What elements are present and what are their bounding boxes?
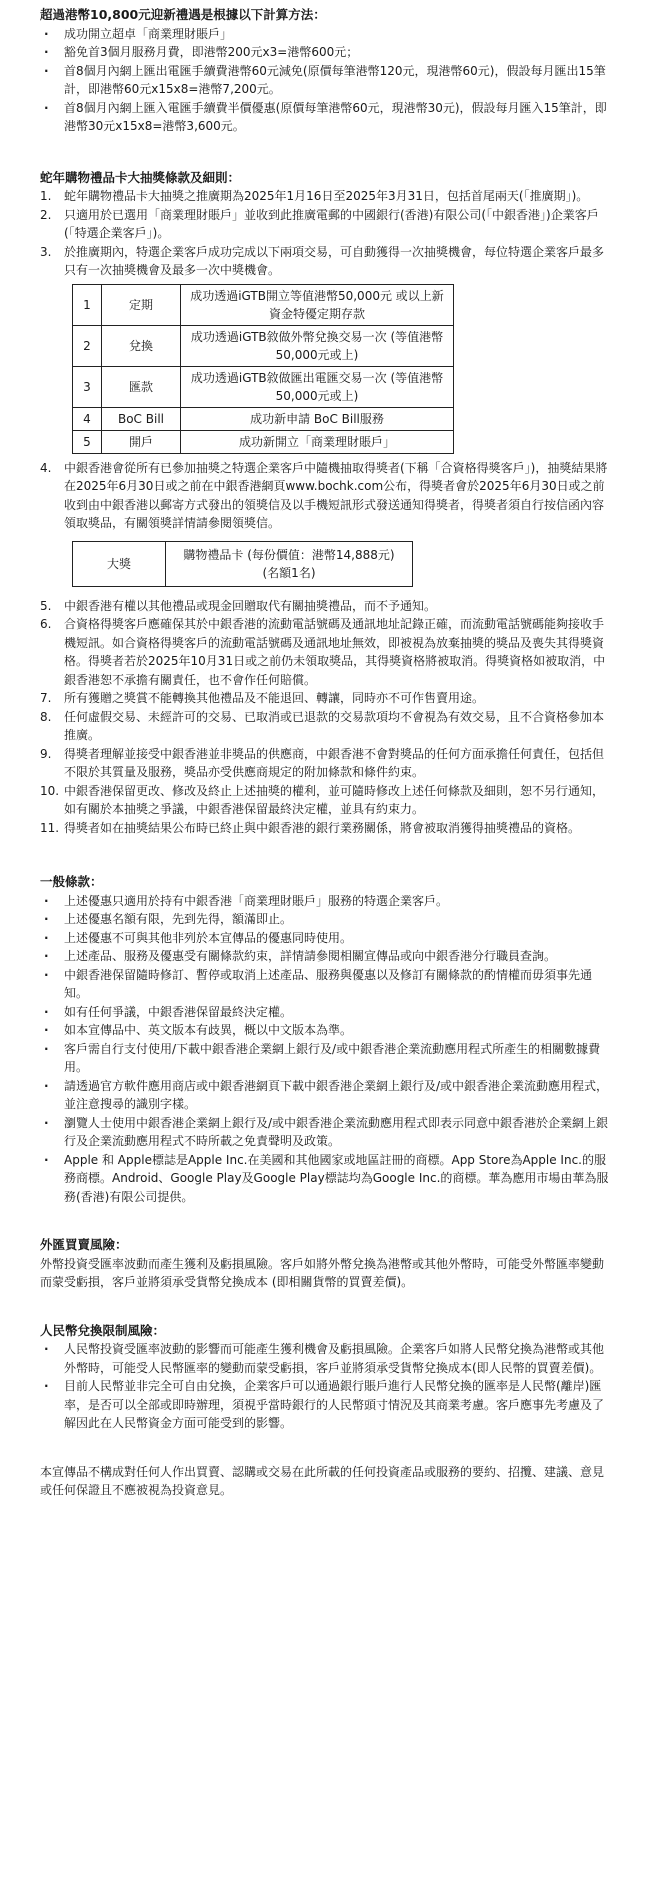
- disclaimer-text: 本宣傳品不構成對任何人作出買賣、認購或交易在此所載的任何投資產品或服務的要約、招攬、建議、意見或任何保證且不應被視為投資意見。: [40, 1464, 605, 1497]
- table-row: 4 BoC Bill 成功新申請 BoC Bill服務: [73, 407, 454, 430]
- general-terms-section: [40, 873, 610, 1206]
- list-item: 4. 中銀香港會從所有已參加抽獎之特選企業客戶中隨機抽取得獎者(下稱「合資格得獎客戶」)，抽獎結果將在2025年6月30日或之前在中銀香港網頁www.bochk.com公布，得獎者會於2025年6月30日或之前收到由中銀香港以郵寄方式發出的領獎信及以手機短訊形式發送通知得獎者，得獎者須自行按信函內容領取獎品，有關領獎詳情請參閱領獎信。 大獎 購物禮品卡 (每份價值：港幣14,888元) (名額1名): [40, 459, 610, 587]
- list-item: · 瀏覽人士使用中銀香港企業網上銀行及/或中銀香港企業流動應用程式即表示同意中銀香港於企業網上銀行及企業流動應用程式不時所載之免責聲明及政策。: [40, 1114, 610, 1151]
- list-item: · 首8個月內網上匯出電匯手續費港幣60元減免(原價每筆港幣120元，現港幣60元)，假設每月匯出15筆計，即港幣60元x15x8=港幣7,200元。: [40, 62, 610, 99]
- list-item: · 目前人民幣並非完全可自由兌換，企業客戶可以通過銀行賬戶進行人民幣兌換的匯率是人民幣(離岸)匯率，是否可以全部或即時辦理，須視乎當時銀行的人民幣頭寸情況及其商業考慮。客戶應事先考慮及了解因此在人民幣資金方面可能受到的影響。: [40, 1377, 610, 1433]
- list-item: · 如有任何爭議，中銀香港保留最終決定權。: [40, 1003, 610, 1022]
- list-item: · 客戶需自行支付使用/下載中銀香港企業網上銀行及/或中銀香港企業流動應用程式所產生的相關數據費用。: [40, 1040, 610, 1077]
- list-item: · 上述優惠名額有限，先到先得，額滿即止。: [40, 910, 610, 929]
- lucky-draw-terms-list: [40, 187, 610, 837]
- list-item: 3. 於推廣期內，特選企業客戶成功完成以下兩項交易，可自動獲得一次抽獎機會，每位特選企業客戶最多只有一次抽獎機會及最多一次中獎機會。 1 定期 成功透過iGTB開立等值港幣50,000元 或以上新資金特優定期存款 2 兌換 成功透過iGTB敘做外幣兌換交易一次 (等值港幣50,000元或上) 3 匯款 成功透過iGTB敘做匯出電匯交易一次 (等值港幣50,000元或上) 4 BoC Bill 成功新申請 BoC Bill服務 5 開戶 成功新開立「商業理財賬戶」: [40, 243, 610, 454]
- table-row: 5 開戶 成功新開立「商業理財賬戶」: [73, 430, 454, 453]
- welcome-offer-section: [40, 6, 610, 136]
- general-terms-list: [40, 892, 610, 1207]
- list-item: · 成功開立超卓「商業理財賬戶」: [40, 25, 610, 44]
- list-item: · Apple 和 Apple標誌是Apple Inc.在美國和其他國家或地區註冊的商標。App Store為Apple Inc.的服務商標。Android、Google Play及Google Play標誌均為Google Inc.的商標。華為應用市場由華為服務(香港)有限公司提供。: [40, 1151, 610, 1207]
- table-row: 大獎 購物禮品卡 (每份價值：港幣14,888元) (名額1名): [73, 541, 413, 586]
- welcome-offer-title: 超過港幣10,800元迎新禮遇是根據以下計算方法：: [40, 7, 326, 22]
- qualifying-transactions-table: [72, 284, 454, 454]
- list-item: 8. 任何虛假交易、未經許可的交易、已取消或已退款的交易款項均不會視為有效交易，且不合資格參加本推廣。: [40, 709, 605, 742]
- list-item: · 人民幣投資受匯率波動的影響而可能產生獲利機會及虧損風險。企業客戶如將人民幣兌換為港幣或其他外幣時，可能受人民幣匯率的變動而蒙受虧損，客戶並將須承受貨幣兌換成本(即人民幣的買賣差價)。: [40, 1340, 610, 1377]
- list-item: 11. 得獎者如在抽獎結果公布時已終止與中銀香港的銀行業務關係，將會被取消獲得抽獎禮品的資格。: [40, 820, 581, 835]
- list-item: 1. 蛇年購物禮品卡大抽獎之推廣期為2025年1月16日至2025年3月31日，包括首尾兩天(「推廣期」)。: [40, 189, 589, 203]
- table-row: 2 兌換 成功透過iGTB敘做外幣兌換交易一次 (等值港幣50,000元或上): [73, 325, 454, 366]
- list-item: 10. 中銀香港保留更改、修改及終止上述抽獎的權利，並可隨時修改上述任何條款及細則，恕不另行通知，如有關於本抽獎之爭議，中銀香港保留最終決定權，並具有約束力。: [40, 783, 605, 816]
- table-row: 3 匯款 成功透過iGTB敘做匯出電匯交易一次 (等值港幣50,000元或上): [73, 366, 454, 407]
- list-item: 5. 中銀香港有權以其他禮品或現金回贈取代有關抽獎禮品，而不予通知。: [40, 598, 437, 613]
- table-row: 1 定期 成功透過iGTB開立等值港幣50,000元 或以上新資金特優定期存款: [73, 284, 454, 325]
- list-item: · 上述優惠不可與其他非列於本宣傳品的優惠同時使用。: [40, 929, 610, 948]
- prize-table: [72, 541, 413, 587]
- list-item: · 中銀香港保留隨時修訂、暫停或取消上述產品、服務與優惠以及修訂有關條款的酌情權而毋須事先通知。: [40, 966, 610, 1003]
- rmb-risk-list: [40, 1340, 610, 1433]
- fx-risk-section: [40, 1236, 610, 1292]
- list-item: · 上述優惠只適用於持有中銀香港「商業理財賬戶」服務的特選企業客戶。: [40, 892, 610, 911]
- lucky-draw-section: [40, 169, 610, 838]
- fx-risk-text: 外幣投資受匯率波動而產生獲利及虧損風險。客戶如將外幣兌換為港幣或其他外幣時，可能受外幣匯率變動而蒙受虧損，客戶並將須承受貨幣兌換成本 (即相關貨幣的買賣差價)。: [40, 1256, 605, 1289]
- list-item: · 豁免首3個月服務月費，即港幣200元x3=港幣600元；: [40, 43, 610, 62]
- list-item: · 請透過官方軟件應用商店或中銀香港網頁下載中銀香港企業網上銀行及/或中銀香港企業流動應用程式，並注意搜尋的識別字樣。: [40, 1077, 610, 1114]
- list-item: · 首8個月內網上匯入電匯手續費半價優惠(原價每筆港幣60元，現港幣30元)，假設每月匯入15筆計，即港幣30元x15x8=港幣3,600元。: [40, 99, 610, 136]
- list-item: 6. 合資格得獎客戶應確保其於中銀香港的流動電話號碼及通訊地址記錄正確，而流動電話號碼能夠接收手機短訊。如合資格得獎客戶的流動電話號碼及通訊地址無效，即被視為放棄抽獎的獎品及喪失其得獎資格。得獎者若於2025年10月31日或之前仍未領取獎品，其得獎資格將被取消。得獎資格如被取消，中銀香港恕不承擔有關責任，也不會作任何賠償。: [40, 617, 606, 687]
- list-item: 2. 只適用於已選用「商業理財賬戶」並收到此推廣電郵的中國銀行(香港)有限公司(「中銀香港」)企業客戶(「特選企業客戶」)。: [40, 207, 599, 240]
- welcome-offer-list: [40, 25, 610, 136]
- rmb-risk-title: 人民幣兌換限制風險：: [40, 1322, 166, 1338]
- list-item: 9. 得獎者理解並接受中銀香港並非獎品的供應商，中銀香港不會對獎品的任何方面承擔任何責任，包括但不限於其質量及服務，獎品亦受供應商規定的附加條款和條件約束。: [40, 746, 605, 779]
- fx-risk-title: 外匯買賣風險：: [40, 1237, 128, 1252]
- list-item: · 上述產品、服務及優惠受有關條款約束，詳情請參閱相關宣傳品或向中銀香港分行職員查詢。: [40, 947, 610, 966]
- list-item: 7. 所有獲贈之獎賞不能轉換其他禮品及不能退回、轉讓，同時亦不可作售賣用途。: [40, 691, 485, 705]
- lucky-draw-title: 蛇年購物禮品卡大抽獎條款及細則：: [40, 169, 241, 185]
- list-item: · 如本宣傳品中、英文版本有歧異，概以中文版本為準。: [40, 1021, 610, 1040]
- rmb-risk-section: [40, 1322, 610, 1433]
- terms-document: [40, 6, 610, 1500]
- general-terms-title: 一般條款：: [40, 874, 103, 889]
